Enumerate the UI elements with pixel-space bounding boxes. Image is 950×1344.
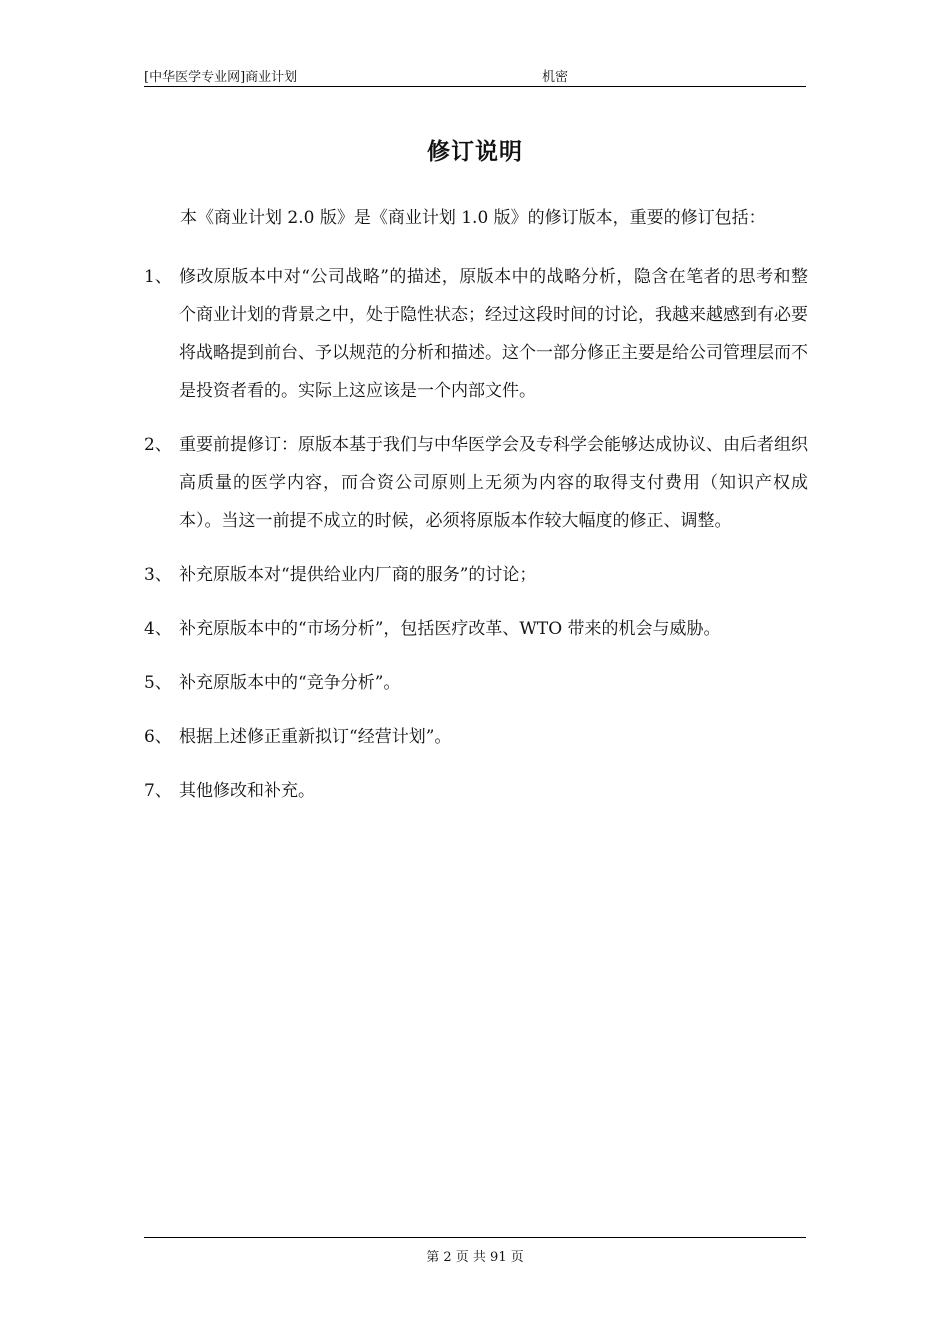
header-confidential-label: 机密: [542, 70, 569, 85]
list-item-number: 7、: [144, 781, 172, 801]
header-document-title: [中华医学专业网]商业计划: [144, 70, 298, 85]
list-item: [144, 772, 808, 810]
intro-paragraph: 本《商业计划 2.0 版》是《商业计划 1.0 版》的修订版本，重要的修订包括：: [180, 208, 766, 228]
list-item-number: 2、: [144, 435, 172, 455]
list-item-text: 其他修改和补充。: [179, 781, 315, 801]
page-header: [144, 66, 806, 87]
list-item: [144, 258, 808, 410]
list-item-number: 5、: [144, 673, 172, 693]
footer-divider: [144, 1237, 806, 1238]
list-item: [144, 426, 808, 540]
list-item: [144, 718, 808, 756]
list-item-number: 1、: [144, 267, 172, 287]
page-title: 修订说明: [427, 138, 523, 165]
list-item-text: 修改原版本中对“公司战略”的描述，原版本中的战略分析，隐含在笔者的思考和整个商业计划的背景之中，处于隐性状态；经过这段时间的讨论，我越来越感到有必要将战略提到前台、予以规范的分析和描述。这个一部分修正主要是给公司管理层而不是投资者看的。实际上这应该是一个内部文件。: [179, 267, 808, 401]
list-item-text: 重要前提修订：原版本基于我们与中华医学会及专科学会能够达成协议、由后者组织高质量的医学内容，而合资公司原则上无须为内容的取得支付费用（知识产权成本）。当这一前提不成立的时候，必须将原版本作较大幅度的修正、调整。: [179, 435, 808, 531]
list-item: [144, 610, 808, 648]
page-number: 第 2 页 共 91 页: [426, 1250, 524, 1265]
list-item-text: 补充原版本中的“竞争分析”。: [179, 673, 401, 693]
list-item: [144, 664, 808, 702]
list-item-text: 补充原版本对“提供给业内厂商的服务”的讨论；: [179, 565, 537, 585]
list-item-number: 3、: [144, 565, 172, 585]
list-item-number: 4、: [144, 619, 172, 639]
list-item: [144, 556, 808, 594]
list-item-text: 根据上述修正重新拟订“经营计划”。: [179, 727, 452, 747]
revision-list: [144, 258, 808, 826]
list-item-text: 补充原版本中的“市场分析”，包括医疗改革、WTO 带来的机会与威胁。: [179, 619, 721, 639]
list-item-number: 6、: [144, 727, 172, 747]
